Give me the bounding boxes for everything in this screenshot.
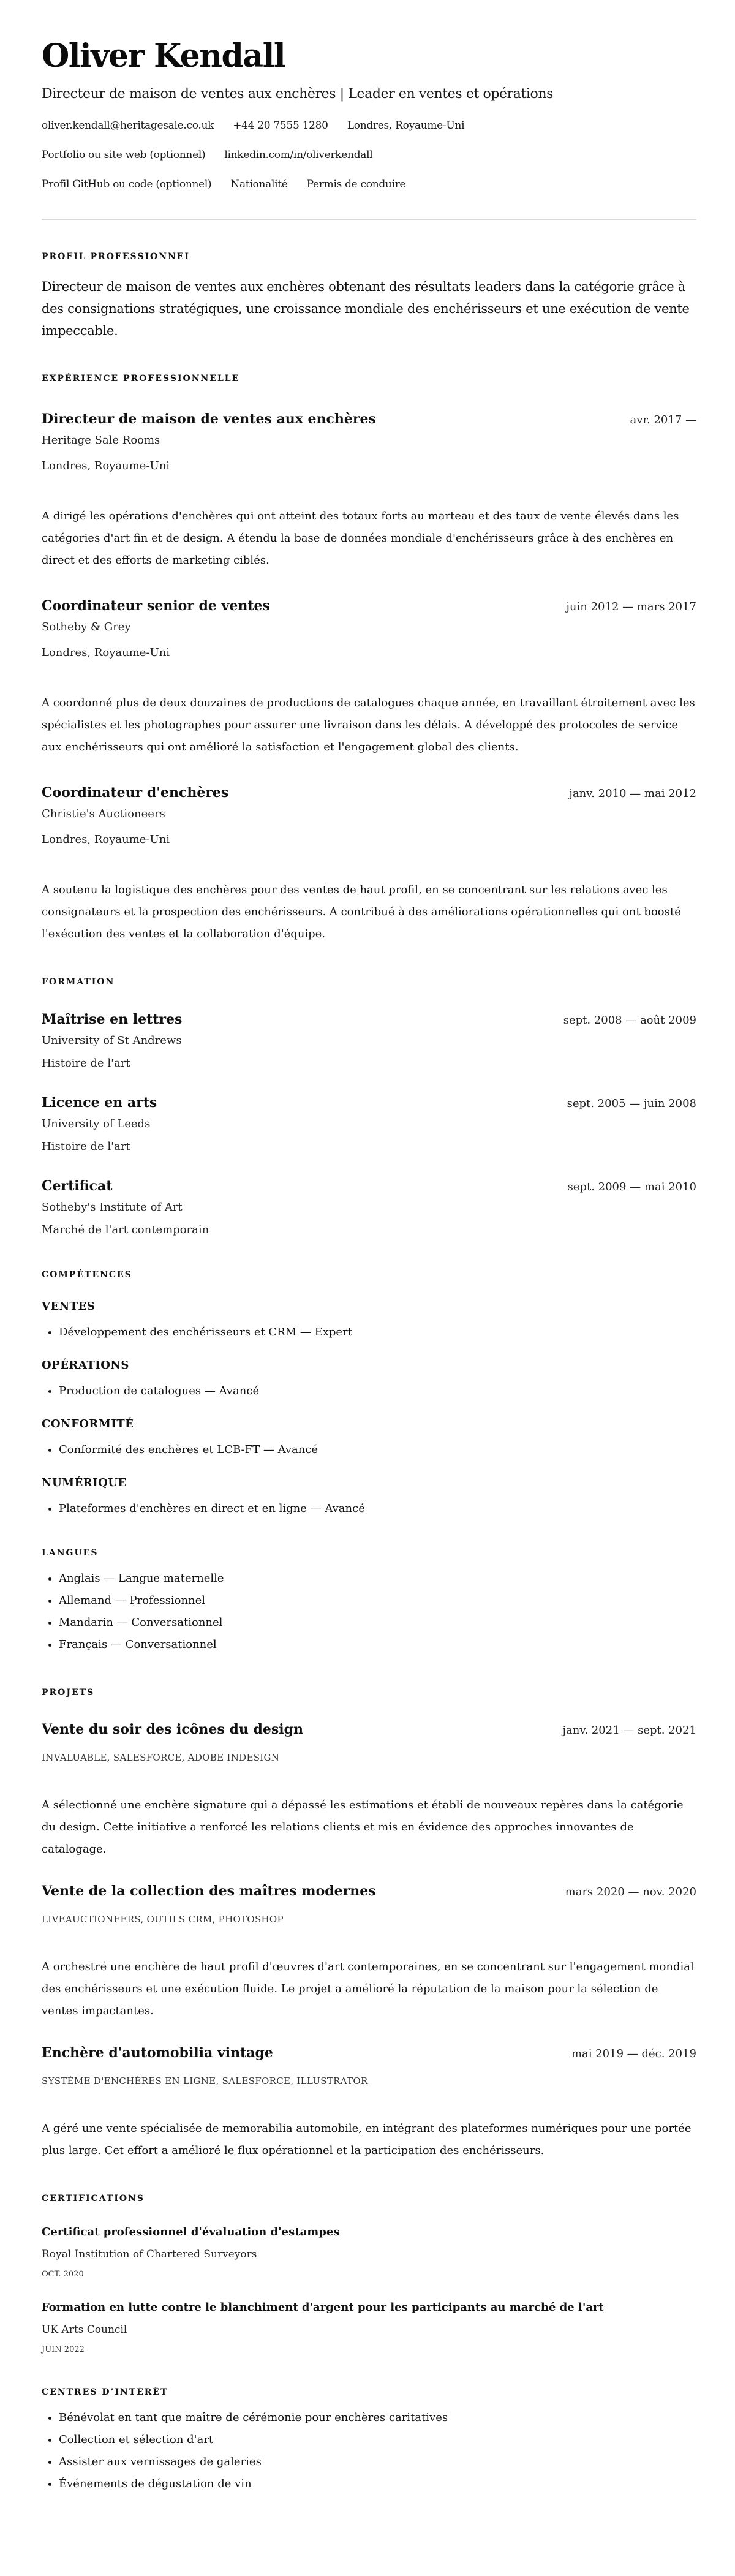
language-item: • Français — Conversationnel: [59, 1634, 696, 1656]
skill-list: [42, 1443, 696, 1457]
school: University of Leeds: [42, 1117, 151, 1130]
certification-title: Formation en lutte contre le blanchiment d'argent pour les participants au marché de l'art: [42, 2301, 604, 2314]
section-heading: PROFIL PROFESSIONNEL: [42, 252, 192, 262]
skill-item: • Production de catalogues — Avancé: [59, 1384, 696, 1399]
project-dates: mai 2019 — déc. 2019: [571, 2047, 696, 2060]
job-description: A dirigé les opérations d'enchères qui ont atteint des totaux forts au marteau et des taux de vente élevés dans les catégories d'art fin et de design. A étendu la base de données mondiale d'enchérisseurs grâce à des enchères en direct et des efforts de marketing ciblés.: [42, 510, 679, 567]
education-entry: [42, 1094, 696, 1155]
skill-item: • Plateformes d'enchères en direct et en ligne — Avancé: [59, 1501, 696, 1516]
resume-header: [42, 38, 696, 192]
contact-linkedin[interactable]: linkedin.com/in/oliverkendall: [224, 149, 373, 161]
certification-date: JUIN 2022: [42, 2345, 85, 2354]
job-title: Coordinateur d'enchères: [42, 785, 229, 801]
project-entry: [42, 1883, 696, 2022]
project-entry: [42, 2044, 696, 2162]
summary-text: Directeur de maison de ventes aux enchères obtenant des résultats leaders dans la catégorie grâce à des consignations stratégiques, une croissance mondiale des enchérisseurs et une exécution de vente impeccable.: [42, 279, 690, 338]
job-dates: janv. 2010 — mai 2012: [569, 787, 696, 800]
field-of-study: Histoire de l'art: [42, 1140, 130, 1153]
contact-phone[interactable]: +44 20 7555 1280: [233, 119, 328, 132]
skill-category: VENTES: [42, 1300, 96, 1313]
contact-row: [42, 118, 696, 133]
job-description: A soutenu la logistique des enchères pour des ventes de haut profil, en se concentrant sur les relations avec les consignateurs et la prospection des enchérisseurs. A contribué à des améliorations opérationnelles qui ont boosté l'exécution des ventes et la collaboration d'équipe.: [42, 883, 681, 940]
experience-section: [42, 372, 696, 945]
contact-row: [42, 148, 696, 162]
school: University of St Andrews: [42, 1034, 182, 1047]
project-dates: janv. 2021 — sept. 2021: [562, 1724, 696, 1737]
project-title: Vente de la collection des maîtres modernes: [42, 1883, 376, 1899]
education-section: [42, 976, 696, 1238]
interest-item: • Bénévolat en tant que maître de cérémonie pour enchères caritatives: [59, 2407, 696, 2429]
certification-issuer: Royal Institution of Chartered Surveyors: [42, 2248, 257, 2261]
job-location: Londres, Royaume-Uni: [42, 459, 170, 472]
language-item: • Anglais — Langue maternelle: [59, 1568, 696, 1590]
contact-nationality: Nationalité: [230, 178, 288, 191]
education-entry: [42, 1177, 696, 1238]
project-title: Enchère d'automobilia vintage: [42, 2045, 273, 2061]
certification-title: Certificat professionnel d'évaluation d'estampes: [42, 2226, 340, 2238]
language-list: [42, 1568, 696, 1656]
company: Sotheby & Grey: [42, 621, 131, 633]
skills-section: [42, 1269, 696, 1516]
projects-section: [42, 1686, 696, 2162]
project-dates: mars 2020 — nov. 2020: [565, 1886, 696, 1898]
degree: Maîtrise en lettres: [42, 1011, 183, 1027]
education-dates: sept. 2008 — août 2009: [563, 1014, 696, 1027]
education-entry: [42, 1011, 696, 1071]
job-title: Directeur de maison de ventes aux enchères: [42, 411, 376, 427]
skill-category: OPÉRATIONS: [42, 1359, 129, 1372]
section-heading: FORMATION: [42, 977, 115, 987]
interest-item: • Assister aux vernissages de galeries: [59, 2451, 696, 2473]
project-tools: INVALUABLE, SALESFORCE, ADOBE INDESIGN: [42, 1752, 280, 1763]
section-heading: CENTRES D’INTÉRÊT: [42, 2387, 168, 2397]
skill-item: • Développement des enchérisseurs et CRM — Expert: [59, 1325, 696, 1340]
education-dates: sept. 2009 — mai 2010: [567, 1180, 696, 1193]
degree: Licence en arts: [42, 1095, 157, 1111]
field-of-study: Histoire de l'art: [42, 1057, 130, 1070]
education-dates: sept. 2005 — juin 2008: [567, 1097, 696, 1110]
interest-item: • Événements de dégustation de vin: [59, 2473, 696, 2495]
project-tools: SYSTÈME D'ENCHÈRES EN LIGNE, SALESFORCE, ILLUSTRATOR: [42, 2076, 368, 2087]
job-dates: juin 2012 — mars 2017: [566, 600, 696, 613]
job-location: Londres, Royaume-Uni: [42, 646, 170, 659]
job-title: Coordinateur senior de ventes: [42, 598, 270, 614]
project-description: A géré une vente spécialisée de memorabilia automobile, en intégrant des plateformes numériques pour une portée plus large. Cet effort a amélioré le flux opérationnel et la participation des enchérisseurs.: [42, 2122, 692, 2157]
section-heading: EXPÉRIENCE PROFESSIONNELLE: [42, 374, 240, 383]
skill-list: [42, 1501, 696, 1516]
field-of-study: Marché de l'art contemporain: [42, 1223, 209, 1236]
certification-entry: [42, 2298, 696, 2355]
degree: Certificat: [42, 1178, 113, 1194]
interest-list: [42, 2407, 696, 2495]
contact-row: [42, 177, 696, 192]
certification-issuer: UK Arts Council: [42, 2324, 127, 2336]
company: Christie's Auctioneers: [42, 807, 165, 820]
contact-email[interactable]: oliver.kendall@heritagesale.co.uk: [42, 119, 214, 132]
project-tools: LIVEAUCTIONEERS, OUTILS CRM, PHOTOSHOP: [42, 1914, 284, 1925]
experience-entry: [42, 410, 696, 572]
interests-section: [42, 2386, 696, 2495]
project-description: A sélectionné une enchère signature qui a dépassé les estimations et établi de nouveaux repères dans la catégorie du design. Cette initiative a renforcé les relations clients et mis en évidence des approches innovantes de catalogage.: [42, 1799, 684, 1856]
contact-portfolio[interactable]: Portfolio ou site web (optionnel): [42, 149, 206, 161]
certification-date: OCT. 2020: [42, 2270, 84, 2279]
section-heading: COMPÉTENCES: [42, 1270, 132, 1280]
skill-list: [42, 1325, 696, 1340]
contact-location: Londres, Royaume-Uni: [347, 119, 465, 132]
certification-entry: [42, 2223, 696, 2280]
header-divider: [42, 219, 696, 220]
contact-github[interactable]: Profil GitHub ou code (optionnel): [42, 178, 212, 191]
certifications-section: [42, 2193, 696, 2355]
summary-section: [42, 251, 696, 342]
project-description: A orchestré une enchère de haut profil d'œuvres d'art contemporaines, en se concentrant sur l'engagement mondial des enchérisseurs et une exécution fluide. Le projet a amélioré la réputation de la maison pour la sélection de ventes impactantes.: [42, 1960, 694, 2017]
language-item: • Allemand — Professionnel: [59, 1590, 696, 1612]
language-item: • Mandarin — Conversationnel: [59, 1612, 696, 1634]
skill-category: NUMÉRIQUE: [42, 1476, 127, 1489]
experience-entry: [42, 597, 696, 758]
experience-entry: [42, 784, 696, 945]
company: Heritage Sale Rooms: [42, 434, 160, 447]
contact-driving-license: Permis de conduire: [306, 178, 406, 191]
skill-list: [42, 1384, 696, 1399]
interest-item: • Collection et sélection d'art: [59, 2429, 696, 2451]
job-description: A coordonné plus de deux douzaines de productions de catalogues chaque année, en travaillant étroitement avec les spécialistes et les photographes pour assurer une livraison dans les délais. A développé des protocoles de service aux enchérisseurs qui ont amélioré la satisfaction et l'engagement global des clients.: [42, 697, 695, 754]
section-heading: LANGUES: [42, 1548, 99, 1558]
candidate-headline: Directeur de maison de ventes aux enchères | Leader en ventes et opérations: [42, 86, 554, 102]
candidate-name: Oliver Kendall: [42, 37, 285, 75]
skill-category: CONFORMITÉ: [42, 1418, 134, 1430]
school: Sotheby's Institute of Art: [42, 1201, 183, 1214]
skill-item: • Conformité des enchères et LCB-FT — Avancé: [59, 1443, 696, 1457]
job-location: Londres, Royaume-Uni: [42, 833, 170, 846]
job-dates: avr. 2017 —: [630, 414, 696, 426]
project-entry: [42, 1721, 696, 1860]
section-heading: PROJETS: [42, 1688, 95, 1698]
languages-section: [42, 1547, 696, 1656]
section-heading: CERTIFICATIONS: [42, 2194, 145, 2204]
project-title: Vente du soir des icônes du design: [42, 1721, 303, 1737]
